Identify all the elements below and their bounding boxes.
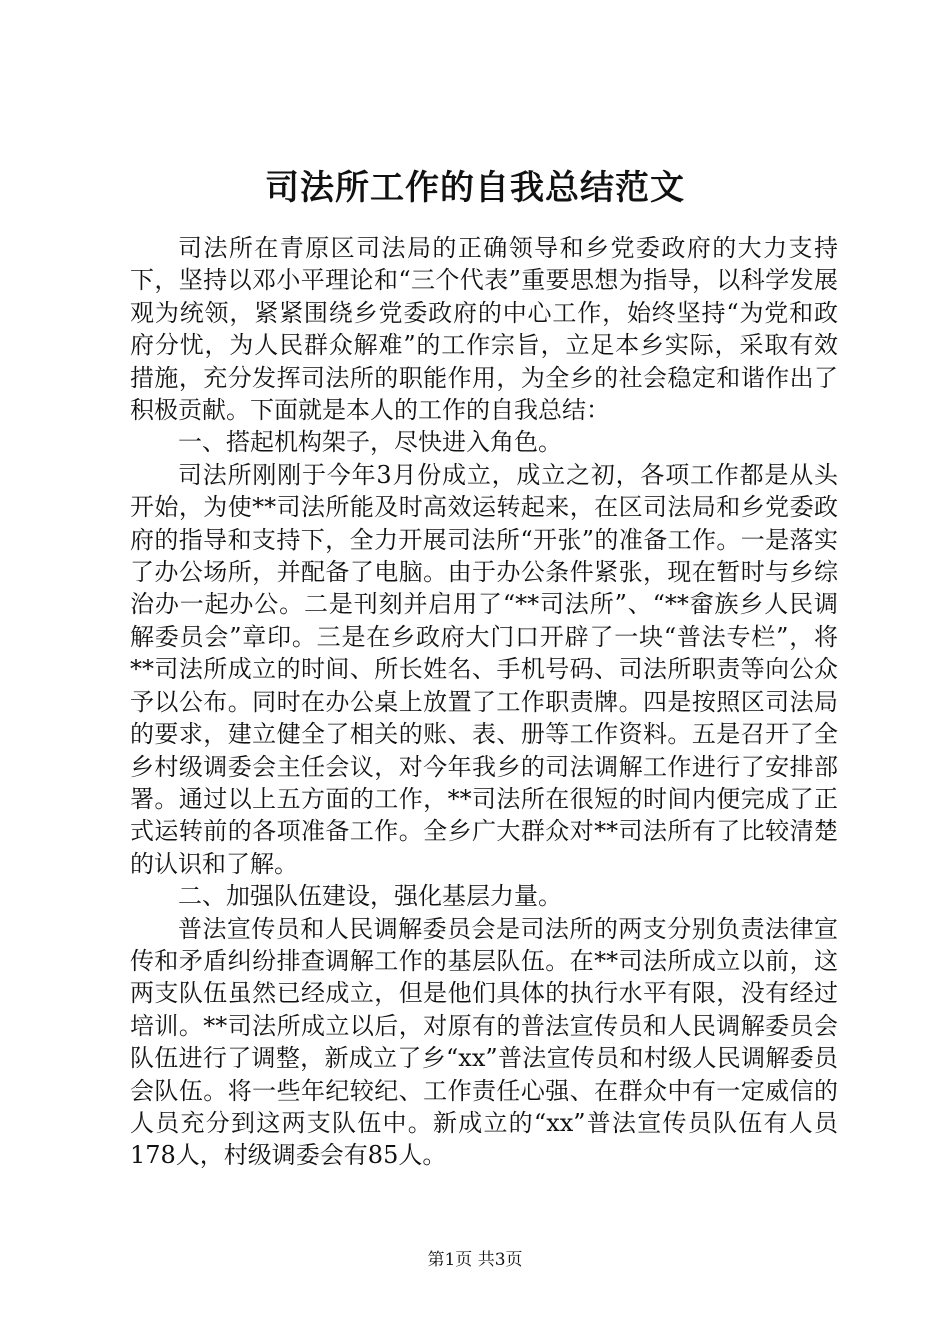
paragraph-intro: 司法所在青原区司法局的正确领导和乡党委政府的大力支持下，坚持以邓小平理论和“三个代表”重要思想为指导，以科学发展观为统领，紧紧围绕乡党委政府的中心工作，始终坚持“为党和政府分忧，为人民群众解难”的工作宗旨，立足本乡实际，采取有效措施，充分发挥司法所的职能作用，为全乡的社会稳定和谐作出了积极贡献。下面就是本人的工作的自我总结： [130,234,838,425]
page-footer: 第1页 共3页 [427,1250,523,1270]
document-body [130,232,838,1172]
paragraph-section-2: 普法宣传员和人民调解委员会是司法所的两支分别负责法律宣传和矛盾纠纷排查调解工作的基层队伍。在**司法所成立以前，这两支队伍虽然已经成立，但是他们具体的执行水平有限，没有经过培训。**司法所成立以后，对原有的普法宣传员和人民调解委员会队伍进行了调整，新成立了乡“xx”普法宣传员和村级人民调解委员会队伍。将一些年纪较纪、工作责任心强、在群众中有一定威信的人员充分到这两支队伍中。新成立的“xx”普法宣传员队伍有人员178人，村级调委会有85人。 [130,914,838,1170]
document-title: 司法所工作的自我总结范文 [265,168,685,208]
paragraph-section-1: 司法所刚刚于今年3月份成立，成立之初，各项工作都是从头开始，为使**司法所能及时高效运转起来，在区司法局和乡党委政府的指导和支持下，全力开展司法所“开张”的准备工作。一是落实了办公场所，并配备了电脑。由于办公条件紧张，现在暂时与乡综治办一起办公。二是刊刻并启用了“**司法所”、“**畲族乡人民调解委员会”章印。三是在乡政府大门口开辟了一块“普法专栏”，将**司法所成立的时间、所长姓名、手机号码、司法所职责等向公众予以公布。同时在办公桌上放置了工作职责牌。四是按照区司法局的要求，建立健全了相关的账、表、册等工作资料。五是召开了全乡村级调委会主任会议，对今年我乡的司法调解工作进行了安排部署。通过以上五方面的工作，**司法所在很短的时间内便完成了正式运转前的各项准备工作。全乡广大群众对**司法所有了比较清楚的认识和了解。 [130,460,838,878]
section-heading-1: 一、搭起机构架子，尽快进入角色。 [178,428,562,457]
section-heading-2: 二、加强队伍建设，强化基层力量。 [178,882,562,911]
